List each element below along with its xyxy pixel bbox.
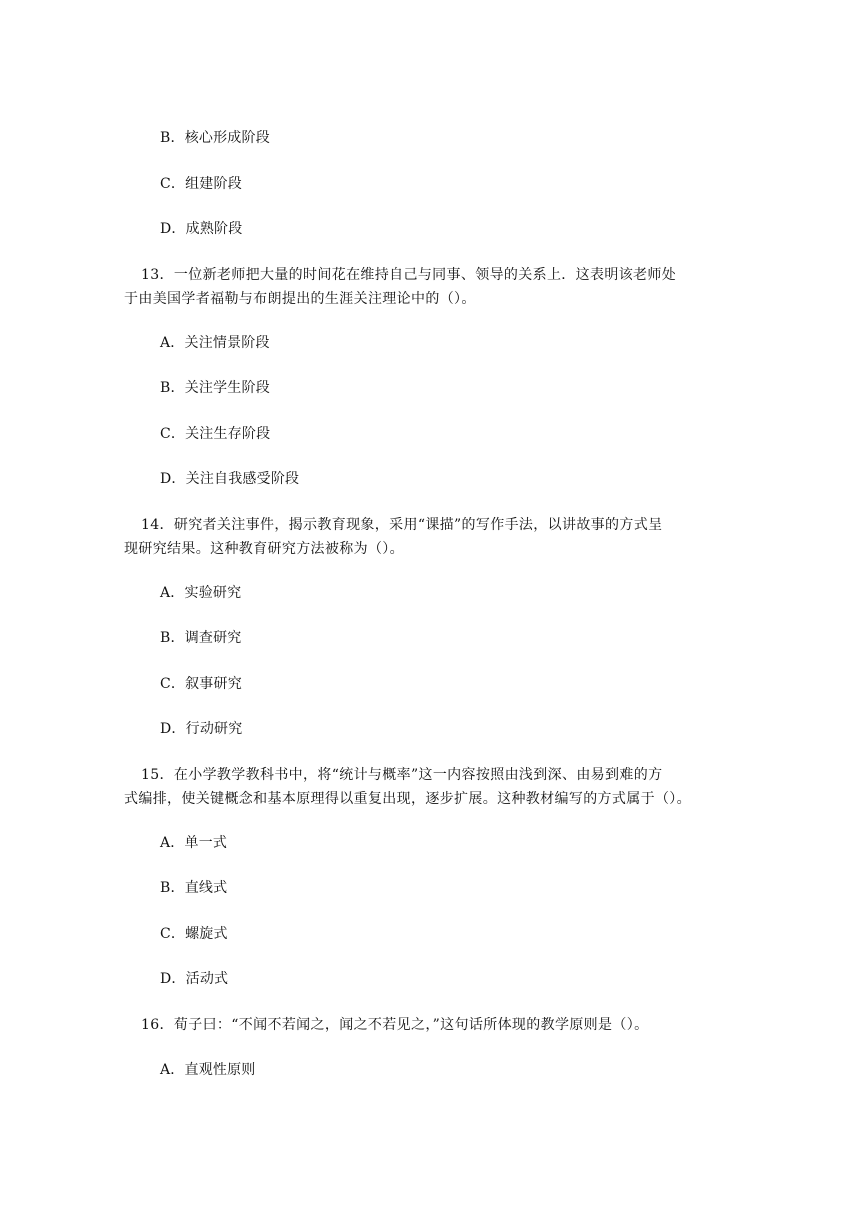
q15-option-d: D．活动式	[160, 971, 229, 987]
q12-option-d: D．成熟阶段	[160, 221, 243, 237]
q13-option-c: C．关注生存阶段	[160, 426, 271, 442]
q14-option-a: A．实验研究	[160, 585, 242, 601]
q14-option-d: D．行动研究	[160, 721, 243, 737]
q12-option-c: C．组建阶段	[160, 176, 242, 192]
q14-question-line-2: 现研究结果。这种教育研究方法被称为（）。	[124, 541, 404, 557]
q13-question-line-1: 13．一位新老师把大量的时间花在维持自己与同事、领导的关系上．这表明该老师处	[141, 267, 677, 283]
q13-option-b: B．关注学生阶段	[160, 380, 270, 396]
q15-option-a: A．单一式	[160, 835, 228, 851]
q15-option-b: B．直线式	[160, 880, 228, 896]
q15-question-line-1: 15．在小学教学教科书中，将“统计与概率”这一内容按照由浅到深、由易到难的方	[141, 767, 663, 783]
q13-option-a: A．关注情景阶段	[160, 335, 270, 351]
q16-option-a: A．直观性原则	[160, 1062, 256, 1078]
q15-option-c: C．螺旋式	[160, 926, 228, 942]
q14-option-c: C．叙事研究	[160, 676, 242, 692]
q13-option-d: D．关注自我感受阶段	[160, 471, 300, 487]
q13-question-line-2: 于由美国学者福勒与布朗提出的生涯关注理论中的（）。	[124, 291, 476, 307]
q16-question-line-1: 16．荀子曰：“不闻不若闻之，闻之不若见之，”这句话所体现的教学原则是（）。	[141, 1017, 649, 1033]
q14-option-b: B．调查研究	[160, 630, 242, 646]
q15-question-line-2: 式编排，使关键概念和基本原理得以重复出现，逐步扩展。这种教材编写的方式属于（）。	[124, 791, 691, 807]
q14-question-line-1: 14．研究者关注事件，揭示教育现象，采用“课描”的写作手法，以讲故事的方式呈	[141, 517, 663, 533]
q12-option-b: B．核心形成阶段	[160, 130, 270, 146]
